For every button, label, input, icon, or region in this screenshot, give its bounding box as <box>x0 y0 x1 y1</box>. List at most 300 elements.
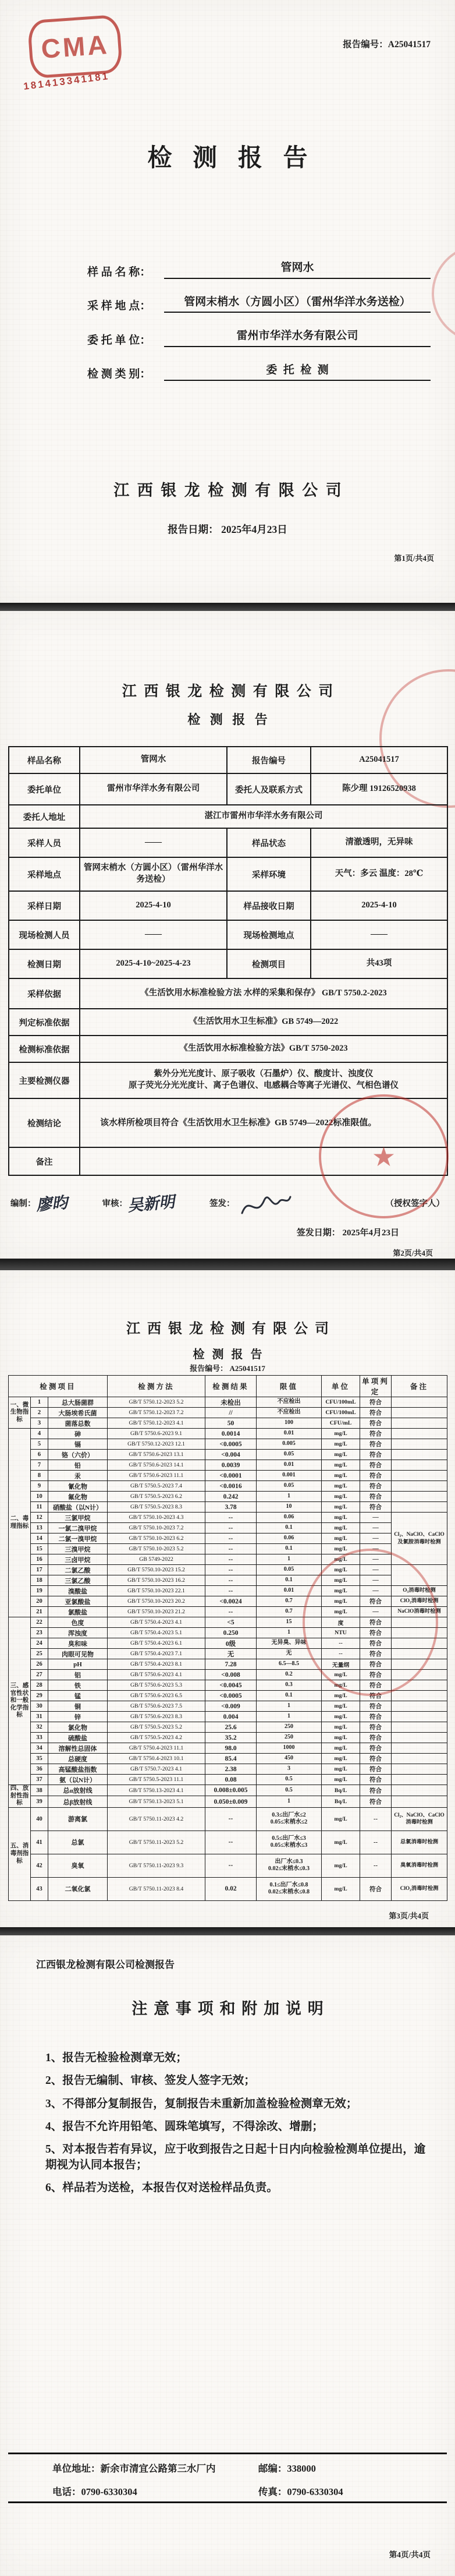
issue-date-label: 签发日期： <box>296 1228 340 1238</box>
report-title: 检测报告 <box>193 1348 270 1361</box>
item-name: 一氯二溴甲烷 <box>48 1523 108 1533</box>
item-limit: 0.1 <box>257 1691 322 1701</box>
item-method: GB/T 5750.6-2023 14.1 <box>108 1460 205 1471</box>
item-judgement: 符合 <box>360 1408 392 1418</box>
item-method: GB/T 5750.4-2023 7.1 <box>108 1649 205 1659</box>
info-row <box>9 747 447 773</box>
item-remark <box>392 1439 447 1450</box>
info-row <box>9 1036 447 1062</box>
item-method: GB/T 5750.10-2023 4.3 <box>108 1513 205 1523</box>
item-method: GB/T 5750.5-2023 11.1 <box>108 1775 205 1785</box>
item-result: 0级 <box>205 1638 257 1649</box>
info-row <box>9 1009 447 1036</box>
item-method: GB/T 5750.5-2023 4.2 <box>108 1733 205 1743</box>
item-result: -- <box>205 1831 257 1854</box>
item-method: GB/T 5750.10-2023 21.2 <box>108 1607 205 1617</box>
item-number: 31 <box>31 1712 48 1722</box>
item-limit: 0.001 <box>257 1471 322 1481</box>
item-limit: 0.005 <box>257 1439 322 1450</box>
item-method: GB/T 5750.10-2023 20.2 <box>108 1596 205 1607</box>
result-row <box>9 1471 447 1481</box>
item-result: 0.0039 <box>205 1460 257 1471</box>
item-remark <box>392 1450 447 1460</box>
item-name: 锰 <box>48 1691 108 1701</box>
item-judgement: 符合 <box>360 1733 392 1743</box>
item-unit: mg/L <box>322 1554 360 1565</box>
info-label: 检测项目 <box>227 949 311 978</box>
item-unit: -- <box>322 1649 360 1659</box>
company-name: 江西银龙检测有限公司 <box>122 684 340 699</box>
item-unit: 无量纲 <box>322 1659 360 1670</box>
item-limit: 1 <box>257 1492 322 1502</box>
item-result: 85.4 <box>205 1754 257 1764</box>
item-method: GB/T 5750.13-2023 4.1 <box>108 1785 205 1796</box>
info-value: —— <box>311 920 447 949</box>
item-remark <box>392 1733 447 1743</box>
item-result: <0.0005 <box>205 1691 257 1701</box>
item-unit: mg/L <box>322 1460 360 1471</box>
page-number: 第3页/共4页 <box>389 1911 429 1920</box>
item-judgement: 符合 <box>360 1418 392 1429</box>
info-label: 采样地点 <box>9 857 80 891</box>
report-page-2 <box>0 611 455 1259</box>
item-unit: mg/L <box>322 1775 360 1785</box>
item-unit: mg/L <box>322 1586 360 1596</box>
item-judgement: 符合 <box>360 1481 392 1492</box>
item-unit: NTU <box>322 1628 360 1638</box>
info-value: 该水样所检项目符合《生活饮用水卫生标准》GB 5749—2022标准限值。 <box>80 1098 447 1147</box>
item-name: 总大肠菌群 <box>48 1397 108 1408</box>
item-judgement: 符合 <box>360 1764 392 1775</box>
group-label: 二、毒理指标 <box>9 1429 31 1617</box>
item-number: 34 <box>31 1743 48 1754</box>
item-name: 锌 <box>48 1712 108 1722</box>
item-name: 色度 <box>48 1617 108 1628</box>
issue-date-line <box>297 1226 399 1238</box>
info-value: 管网末梢水（方圆小区）（雷州华洋水务送检） <box>80 857 227 891</box>
item-unit: CFU/100mL <box>322 1397 360 1408</box>
col-header-remark: 备注 <box>392 1376 447 1397</box>
item-result: <0.009 <box>205 1701 257 1712</box>
item-result: 0.004 <box>205 1712 257 1722</box>
item-judgement: 符合 <box>360 1754 392 1764</box>
item-number: 17 <box>31 1565 48 1575</box>
result-row <box>9 1722 447 1733</box>
item-name: 总硬度 <box>48 1754 108 1764</box>
item-method: GB 5749-2022 <box>108 1554 205 1565</box>
item-method: GB/T 5750.6-2023 13.1 <box>108 1450 205 1460</box>
item-unit: Bq/L <box>322 1785 360 1796</box>
result-row <box>9 1877 447 1900</box>
item-method: GB/T 5750.6-2023 5.3 <box>108 1680 205 1691</box>
item-method: GB/T 5750.11-2023 4.2 <box>108 1807 205 1831</box>
item-result: 2.38 <box>205 1764 257 1775</box>
item-name: 砷 <box>48 1429 108 1439</box>
info-label: 现场检测地点 <box>227 920 311 949</box>
item-result: 0.0014 <box>205 1429 257 1439</box>
item-method: GB/T 5750.4-2023 4.1 <box>108 1617 205 1628</box>
item-judgement: 符合 <box>360 1617 392 1628</box>
info-label: 现场检测人员 <box>9 920 80 949</box>
info-value: 陈少理 19126520938 <box>311 773 447 805</box>
info-row <box>9 828 447 857</box>
item-unit: mg/L <box>322 1502 360 1513</box>
item-judgement: 符合 <box>360 1877 392 1900</box>
item-number: 40 <box>31 1807 48 1831</box>
info-label: 检测结论 <box>9 1098 80 1147</box>
item-limit: 0.2 <box>257 1670 322 1680</box>
item-number: 39 <box>31 1796 48 1807</box>
item-judgement: — <box>360 1586 392 1596</box>
info-value: 2025-4-10 <box>80 891 227 920</box>
item-remark <box>392 1460 447 1471</box>
item-result: // <box>205 1408 257 1418</box>
item-remark <box>392 1701 447 1712</box>
prepared-by-signature: 廖昀 <box>35 1193 68 1214</box>
item-remark: 臭氧消毒时检测 <box>392 1854 447 1877</box>
item-remark <box>392 1418 447 1429</box>
result-row <box>9 1701 447 1712</box>
item-judgement: 符合 <box>360 1775 392 1785</box>
item-limit: 15 <box>257 1617 322 1628</box>
item-method: GB/T 5750.4-2023 11.1 <box>108 1743 205 1754</box>
item-judgement: 符合 <box>360 1659 392 1670</box>
field-value: 管网末梢水（方圆小区）（雷州华洋水务送检） <box>164 294 431 313</box>
item-number: 2 <box>31 1408 48 1418</box>
item-name: 肉眼可见物 <box>48 1649 108 1659</box>
item-number: 11 <box>31 1502 48 1513</box>
item-name: 氰化物 <box>48 1481 108 1492</box>
item-unit: mg/L <box>322 1575 360 1586</box>
field-value: 委托检测 <box>164 362 431 381</box>
item-method: GB/T 5750.10-2023 15.2 <box>108 1565 205 1575</box>
item-method: GB/T 5750.5-2023 8.3 <box>108 1502 205 1513</box>
item-unit: mg/L <box>322 1877 360 1900</box>
item-judgement: 符合 <box>360 1712 392 1722</box>
item-name: 溶解性总固体 <box>48 1743 108 1754</box>
item-remark <box>392 1743 447 1754</box>
item-limit: 不应检出 <box>257 1397 322 1408</box>
field-label: 检 测 类 别： <box>87 368 151 381</box>
item-method: GB/T 5750.12-2023 5.2 <box>108 1397 205 1408</box>
item-judgement: 符合 <box>360 1628 392 1638</box>
info-value: 天气：多云 温度：28℃ <box>311 857 447 891</box>
item-remark <box>392 1492 447 1502</box>
item-name: 亚氯酸盐 <box>48 1596 108 1607</box>
item-name: 高锰酸盐指数 <box>48 1764 108 1775</box>
info-value: A25041517 <box>311 747 447 773</box>
item-limit: 250 <box>257 1722 322 1733</box>
item-number: 7 <box>31 1460 48 1471</box>
item-unit: mg/L <box>322 1670 360 1680</box>
col-header-method: 检测方法 <box>108 1376 205 1397</box>
item-method: GB/T 5750.10-2023 5.2 <box>108 1544 205 1554</box>
report-title: 检测报告 <box>187 712 278 727</box>
footer-row-address <box>52 2461 423 2475</box>
col-header-item: 检测项目 <box>9 1376 108 1397</box>
item-method: GB/T 5750.12-2023 12.1 <box>108 1439 205 1450</box>
item-name: 硝酸盐（以N计） <box>48 1502 108 1513</box>
item-unit: mg/L <box>322 1680 360 1691</box>
info-value: 《生活饮用水卫生标准》GB 5749—2022 <box>80 1009 447 1036</box>
item-remark <box>392 1471 447 1481</box>
field-client <box>87 328 431 347</box>
item-remark: NaClO消毒时检测 <box>392 1607 447 1617</box>
footer-rule-bottom <box>8 2501 447 2503</box>
item-number: 38 <box>31 1785 48 1796</box>
item-limit: 1 <box>257 1554 322 1565</box>
item-result: <0.0045 <box>205 1680 257 1691</box>
item-remark: ClO₂消毒时检测 <box>392 1596 447 1607</box>
item-unit: mg/L <box>322 1523 360 1533</box>
info-row <box>9 949 447 978</box>
item-name: 三溴甲烷 <box>48 1544 108 1554</box>
result-row <box>9 1785 447 1796</box>
info-row <box>9 773 447 805</box>
item-number: 4 <box>31 1429 48 1439</box>
item-judgement: 符合 <box>360 1785 392 1796</box>
item-limit: 1 <box>257 1796 322 1807</box>
item-number: 43 <box>31 1877 48 1900</box>
field-sampling-location <box>87 294 431 313</box>
item-number: 30 <box>31 1701 48 1712</box>
item-unit: mg/L <box>322 1513 360 1523</box>
item-result: 0.050±0.009 <box>205 1796 257 1807</box>
item-unit: mg/L <box>322 1701 360 1712</box>
item-name: 菌落总数 <box>48 1418 108 1429</box>
field-label: 样 品 名 称： <box>87 266 151 278</box>
group-label: 四、放射性指标 <box>9 1785 31 1808</box>
item-method: GB/T 5750.4-2023 8.1 <box>108 1659 205 1670</box>
item-limit: 1 <box>257 1712 322 1722</box>
result-row <box>9 1492 447 1502</box>
result-row <box>9 1397 447 1408</box>
company-name: 江西银龙检测有限公司 <box>126 1321 336 1337</box>
result-row <box>9 1481 447 1492</box>
item-limit: 0.3 <box>257 1680 322 1691</box>
item-name: 大肠埃希氏菌 <box>48 1408 108 1418</box>
item-name: 二氯乙酸 <box>48 1565 108 1575</box>
item-number: 42 <box>31 1854 48 1877</box>
result-row <box>9 1408 447 1418</box>
item-method: GB/T 5750.4-2023 10.1 <box>108 1754 205 1764</box>
item-result: 0.242 <box>205 1492 257 1502</box>
item-unit: -- <box>322 1638 360 1649</box>
item-result: -- <box>205 1533 257 1544</box>
zip-line: 邮编：338000 <box>258 2463 316 2474</box>
group-label: 一、微生物指标 <box>9 1397 31 1429</box>
item-method: GB/T 5750.11-2023 8.4 <box>108 1877 205 1900</box>
item-number: 15 <box>31 1544 48 1554</box>
item-name: 溴酸盐 <box>48 1586 108 1596</box>
item-number: 16 <box>31 1554 48 1565</box>
item-judgement: — <box>360 1513 392 1523</box>
item-method: GB/T 5750.5-2023 5.2 <box>108 1722 205 1733</box>
issue-date-value: 2025年4月23日 <box>342 1228 399 1238</box>
info-label: 采样日期 <box>9 891 80 920</box>
info-value: 管网水 <box>80 747 227 773</box>
item-method: GB/T 5750.6-2023 4.1 <box>108 1670 205 1680</box>
item-name: 镉 <box>48 1439 108 1450</box>
partial-seal-stamp <box>432 245 455 342</box>
item-number: 37 <box>31 1775 48 1785</box>
item-unit: mg/L <box>322 1565 360 1575</box>
item-limit: 0.01 <box>257 1586 322 1596</box>
item-method: GB/T 5750.12-2023 4.1 <box>108 1418 205 1429</box>
info-value: 《生活饮用水标准检验方法》GB/T 5750-2023 <box>80 1036 447 1062</box>
item-method: GB/T 5750.10-2023 16.2 <box>108 1575 205 1586</box>
item-name: 铜 <box>48 1701 108 1712</box>
info-row <box>9 1062 447 1098</box>
item-limit: 0.05 <box>257 1450 322 1460</box>
item-remark <box>392 1408 447 1418</box>
info-row <box>9 805 447 828</box>
item-method: GB/T 5750.10-2023 6.2 <box>108 1533 205 1544</box>
item-number: 29 <box>31 1691 48 1701</box>
item-number: 20 <box>31 1596 48 1607</box>
result-row <box>9 1807 447 1831</box>
info-label: 采样依据 <box>9 978 80 1009</box>
item-unit: mg/L <box>322 1764 360 1775</box>
result-row <box>9 1533 447 1544</box>
item-result: 98.0 <box>205 1743 257 1754</box>
field-value: 雷州市华洋水务有限公司 <box>164 328 431 347</box>
item-judgement: — <box>360 1523 392 1533</box>
item-number: 26 <box>31 1659 48 1670</box>
info-row <box>9 891 447 920</box>
item-name: 氯酸盐 <box>48 1607 108 1617</box>
item-unit: mg/L <box>322 1607 360 1617</box>
item-number: 18 <box>31 1575 48 1586</box>
item-number: 41 <box>31 1831 48 1854</box>
item-number: 36 <box>31 1764 48 1775</box>
result-row <box>9 1743 447 1754</box>
item-judgement: — <box>360 1607 392 1617</box>
item-judgement: 符合 <box>360 1649 392 1659</box>
item-unit: mg/L <box>322 1471 360 1481</box>
item-name: pH <box>48 1659 108 1670</box>
group-label: 五、消毒剂指标 <box>9 1807 31 1900</box>
item-number: 13 <box>31 1523 48 1533</box>
info-label: 样品状态 <box>227 828 311 857</box>
item-limit: 0.1 <box>257 1523 322 1533</box>
item-name: 铅 <box>48 1460 108 1471</box>
item-name: 汞 <box>48 1471 108 1481</box>
item-unit: mg/L <box>322 1691 360 1701</box>
item-remark <box>392 1502 447 1513</box>
item-unit: mg/L <box>322 1712 360 1722</box>
info-label: 样品名称 <box>9 747 80 773</box>
item-method: GB/T 5750.6-2023 6.5 <box>108 1691 205 1701</box>
item-number: 6 <box>31 1450 48 1460</box>
item-method: GB/T 5750.6-2023 9.1 <box>108 1429 205 1439</box>
item-result: <0.0016 <box>205 1481 257 1492</box>
item-limit: 0.5 <box>257 1775 322 1785</box>
item-judgement: -- <box>360 1854 392 1877</box>
info-value: 《生活饮用水标准检验方法 水样的采集和保存》 GB/T 5750.2-2023 <box>80 978 447 1009</box>
item-judgement: 符合 <box>360 1502 392 1513</box>
item-remark <box>392 1712 447 1722</box>
item-result: 0.250 <box>205 1628 257 1638</box>
info-label: 样品接收日期 <box>227 891 311 920</box>
item-result: <0.0001 <box>205 1471 257 1481</box>
item-number: 21 <box>31 1607 48 1617</box>
item-unit: mg/L <box>322 1743 360 1754</box>
item-result: 0.008±0.005 <box>205 1785 257 1796</box>
item-result: 0.02 <box>205 1877 257 1900</box>
report-number-value: A25041517 <box>388 40 431 50</box>
item-judgement: 符合 <box>360 1701 392 1712</box>
item-unit: CFU/mL <box>322 1418 360 1429</box>
info-label: 备注 <box>9 1147 80 1175</box>
report-number-label: 报告编号： <box>343 40 388 50</box>
reviewed-by-signature: 吴新明 <box>127 1193 176 1215</box>
info-row <box>9 857 447 891</box>
item-judgement: 符合 <box>360 1743 392 1754</box>
item-method: GB/T 5750.12-2023 7.2 <box>108 1408 205 1418</box>
company-seal-stamp <box>303 1549 438 1696</box>
item-remark <box>392 1481 447 1492</box>
prepared-by-label: 编制： <box>10 1199 36 1209</box>
report-number-label: 报告编号： <box>190 1364 228 1373</box>
item-number: 10 <box>31 1492 48 1502</box>
item-unit: mg/L <box>322 1754 360 1764</box>
info-value: 2025-4-10~2025-4-23 <box>80 949 227 978</box>
item-method: GB/T 5750.10-2023 7.2 <box>108 1523 205 1533</box>
item-remark <box>392 1796 447 1807</box>
item-judgement: 符合 <box>360 1796 392 1807</box>
item-limit: 250 <box>257 1733 322 1743</box>
item-judgement: 符合 <box>360 1680 392 1691</box>
item-limit: 450 <box>257 1754 322 1764</box>
item-unit: mg/L <box>322 1854 360 1877</box>
result-row <box>9 1523 447 1533</box>
report-date-label: 报告日期： <box>168 524 219 535</box>
info-label: 主要检测仪器 <box>9 1062 80 1098</box>
item-limit: 无 <box>257 1649 322 1659</box>
item-result: -- <box>205 1544 257 1554</box>
info-value: 湛江市雷州市华洋水务有限公司 <box>80 805 447 828</box>
info-row <box>9 978 447 1009</box>
item-name: 氟化物 <box>48 1492 108 1502</box>
field-test-category <box>87 362 431 381</box>
item-limit: 不应检出 <box>257 1408 322 1418</box>
item-number: 24 <box>31 1638 48 1649</box>
item-judgement: 符合 <box>360 1722 392 1733</box>
item-limit: 1 <box>257 1701 322 1712</box>
note-item: 3、不得部分复制报告，复制报告未重新加盖检验检测章无效； <box>45 2097 358 2110</box>
item-limit: 0.7 <box>257 1596 322 1607</box>
result-row <box>9 1502 447 1513</box>
item-result: 50 <box>205 1418 257 1429</box>
result-row <box>9 1775 447 1785</box>
item-number: 9 <box>31 1481 48 1492</box>
item-unit: mg/L <box>322 1450 360 1460</box>
info-label: 采样人员 <box>9 828 80 857</box>
item-number: 35 <box>31 1754 48 1764</box>
item-number: 27 <box>31 1670 48 1680</box>
col-header-result: 检测结果 <box>205 1376 257 1397</box>
result-row <box>9 1450 447 1460</box>
item-limit: 10 <box>257 1502 322 1513</box>
item-number: 32 <box>31 1722 48 1733</box>
item-judgement: 符合 <box>360 1638 392 1649</box>
item-judgement: 符合 <box>360 1460 392 1471</box>
item-remark <box>392 1397 447 1408</box>
item-result: 0.08 <box>205 1775 257 1785</box>
item-remark <box>392 1722 447 1733</box>
item-judgement: -- <box>360 1807 392 1831</box>
